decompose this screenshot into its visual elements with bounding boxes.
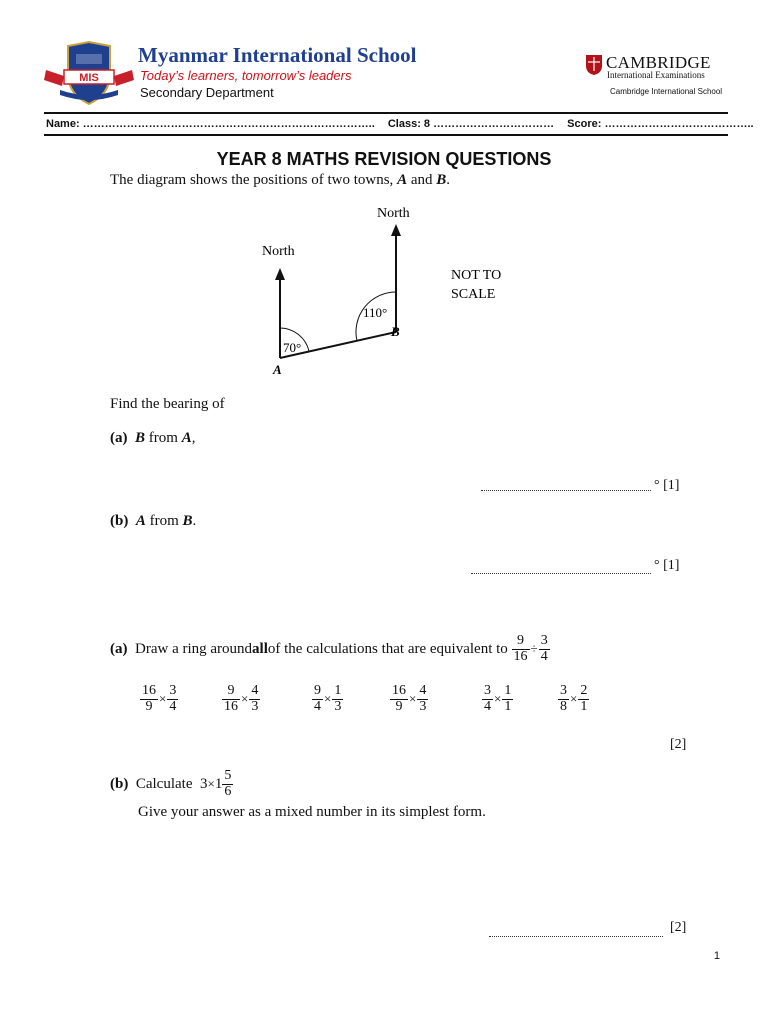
option-4-den-2: 3	[419, 698, 427, 714]
score-field-label: Score: …………………………………..	[567, 118, 754, 130]
logo-text: MIS	[79, 72, 99, 84]
q2-part-b	[110, 769, 233, 799]
q1-part-a	[110, 430, 195, 447]
school-logo	[42, 40, 136, 108]
q2-part-b-instruction: Give your answer as a mixed number in its simplest form.	[138, 804, 486, 820]
option-5[interactable]	[482, 684, 513, 714]
target-den-1: 16	[513, 648, 528, 664]
option-5-operator: ×	[494, 691, 502, 707]
q1-intro-period: .	[446, 172, 451, 188]
q2-part-b-fraction	[222, 769, 233, 799]
target-frac-2	[539, 634, 550, 664]
option-6-num-1: 3	[560, 683, 567, 698]
option-6-den-2: 1	[580, 698, 588, 714]
q1-part-b	[110, 513, 196, 530]
marks-q1a: ° [1]	[654, 478, 680, 493]
option-4-num-2: 4	[419, 683, 427, 698]
option-4-num-1: 16	[392, 683, 406, 698]
q2-part-b-times: ×	[207, 776, 215, 792]
q1-find-text: Find the bearing of	[110, 396, 225, 412]
option-3[interactable]	[312, 684, 343, 714]
option-1-den-1: 9	[145, 698, 153, 714]
option-4-den-1: 9	[395, 698, 403, 714]
q2-part-a	[110, 634, 550, 664]
point-label-a: A	[273, 362, 282, 377]
marks-q1b: ° [1]	[654, 558, 680, 573]
option-3-den-2: 3	[334, 698, 342, 714]
header-rule-top	[44, 112, 728, 114]
not-to-scale-line1: NOT TO	[451, 268, 502, 283]
q1-part-a-label: (a)	[110, 430, 128, 446]
target-num-2: 3	[540, 633, 548, 648]
option-2[interactable]	[222, 684, 260, 714]
option-4[interactable]	[390, 684, 428, 714]
q2-part-a-text-after: of the calculations that are equivalent to	[267, 640, 508, 657]
cambridge-subtitle: International Examinations	[607, 70, 705, 80]
cambridge-title: CAMBRIDGE	[606, 53, 711, 72]
answer-line-q1a[interactable]	[481, 490, 651, 491]
q1-part-b-from-text: from	[145, 513, 183, 529]
page-title: YEAR 8 MATHS REVISION QUESTIONS	[216, 149, 552, 169]
option-2-den-1: 16	[224, 698, 238, 714]
q1-part-b-end: .	[192, 513, 197, 529]
q1-part-b-from-a: A	[135, 513, 146, 529]
north-label-b: North	[377, 206, 410, 221]
q2-part-b-whole: 3	[199, 775, 208, 792]
option-1-den-2: 4	[169, 698, 177, 714]
q1-intro-town-b: B	[436, 172, 447, 188]
option-6-den-1: 8	[560, 698, 567, 714]
department-name: Secondary Department	[140, 85, 274, 100]
option-5-den-1: 4	[484, 698, 491, 714]
target-frac-1	[512, 634, 530, 664]
option-3-num-2: 1	[334, 683, 342, 698]
q1-intro-text: The diagram shows the positions of two towns,	[110, 172, 398, 188]
option-1-operator: ×	[159, 691, 167, 707]
option-5-den-2: 1	[504, 698, 512, 714]
q2-part-b-mixed-whole: 1	[214, 775, 223, 792]
school-tagline: Today’s learners, tomorrow’s leaders	[140, 68, 352, 83]
option-2-den-2: 3	[251, 698, 259, 714]
angle-label-a: 70°	[283, 340, 302, 355]
option-3-operator: ×	[324, 691, 332, 707]
option-1[interactable]	[140, 684, 178, 714]
option-3-den-1: 4	[314, 698, 321, 714]
option-2-operator: ×	[241, 691, 249, 707]
q1-part-a-from-text: from	[145, 430, 182, 446]
option-6[interactable]	[558, 684, 589, 714]
option-2-num-1: 9	[222, 684, 240, 700]
marks-q2b: [2]	[670, 920, 687, 935]
q1-part-b-from-b: B	[182, 513, 193, 529]
page-number: 1	[713, 950, 720, 962]
option-1-num-2: 3	[169, 683, 177, 698]
q1-part-a-from-b: B	[135, 430, 146, 446]
q2-part-b-label: (b)	[110, 775, 129, 792]
school-name: Myanmar International School	[138, 43, 417, 67]
q2-options-row	[140, 684, 610, 724]
q1-intro-and: and	[407, 172, 437, 188]
option-6-operator: ×	[570, 691, 578, 707]
q2-part-b-den: 6	[224, 783, 232, 799]
angle-label-b: 110°	[363, 305, 388, 320]
marks-q2a: [2]	[670, 737, 687, 752]
option-2-num-2: 4	[251, 683, 259, 698]
student-info-row	[46, 118, 754, 130]
point-label-b: B	[391, 324, 400, 339]
class-field-label: Class: 8 ……………………………	[387, 118, 555, 130]
q1-intro-town-a: A	[397, 172, 408, 188]
option-1-num-1: 16	[142, 683, 156, 698]
q1-part-b-label: (b)	[110, 513, 129, 529]
q1-intro	[110, 172, 450, 189]
target-operator: ÷	[530, 641, 538, 657]
header-rule-bottom	[44, 134, 728, 136]
option-6-num-2: 2	[580, 683, 588, 698]
q1-part-a-end: ,	[191, 430, 196, 446]
q2-part-b-num: 5	[224, 768, 232, 783]
north-label-a: North	[262, 244, 295, 259]
option-4-operator: ×	[409, 691, 417, 707]
option-5-num-1: 3	[484, 683, 491, 698]
north-arrow-b	[391, 224, 401, 332]
q2-part-a-text-before: Draw a ring around	[135, 640, 253, 657]
cambridge-school: Cambridge International School	[610, 87, 723, 96]
q2-part-a-label: (a)	[110, 640, 128, 657]
q1-part-a-from-a: A	[181, 430, 192, 446]
answer-line-q1b[interactable]	[471, 573, 651, 574]
not-to-scale-line2: SCALE	[451, 287, 496, 302]
q2-part-b-text: Calculate	[135, 775, 193, 792]
q2-part-a-bold-word: all	[252, 640, 268, 657]
name-field-label: Name: ……………………………………………………………………..	[46, 118, 375, 130]
option-5-num-2: 1	[504, 683, 512, 698]
target-den-2: 4	[540, 648, 548, 664]
cambridge-crest-icon	[585, 54, 603, 76]
target-num-1: 9	[512, 634, 530, 650]
bearing-diagram	[250, 200, 530, 385]
q2-target-expression	[512, 634, 550, 664]
answer-line-q2b[interactable]	[489, 936, 663, 937]
option-3-num-1: 9	[314, 683, 321, 698]
